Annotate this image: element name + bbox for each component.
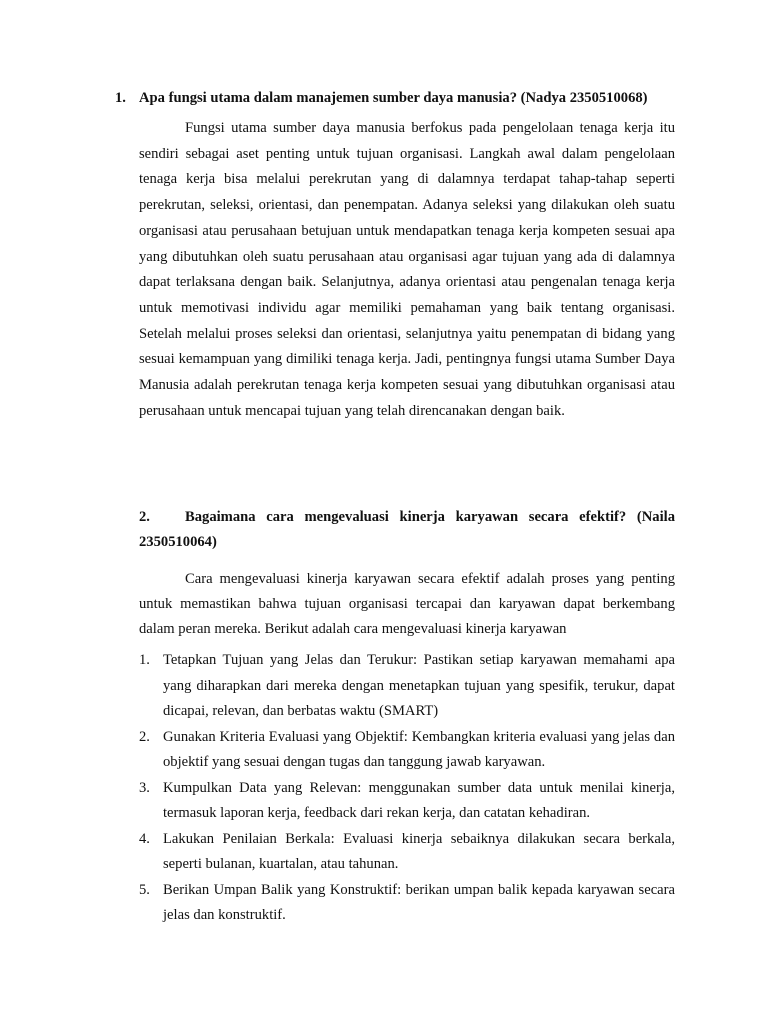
list-item — [139, 725, 675, 776]
list-item — [139, 878, 675, 929]
list-item-number: 1. — [139, 652, 150, 668]
question-1-number: 1. — [115, 90, 126, 106]
list-item-number: 2. — [139, 728, 150, 745]
list-item-text: Tetapkan Tujuan yang Jelas dan Terukur: Pastikan setiap karyawan memahami apa yang diharapkan dari mereka dengan menetapkan tujuan yang spesifik, terukur, dapat dicapai, relevan, dan berbatas waktu (SMART) — [163, 652, 675, 719]
list-item-number: 3. — [139, 779, 150, 796]
list-item — [139, 827, 675, 878]
question-2-text: Bagaimana cara mengevaluasi kinerja karyawan secara efektif? (Naila 2350510064) — [139, 509, 675, 550]
question-2-heading — [139, 505, 675, 555]
list-item-text: Gunakan Kriteria Evaluasi yang Objektif: Kembangkan kriteria evaluasi yang jelas dan objektif yang sesuai dengan tugas dan tanggung jawab karyawan. — [163, 728, 675, 770]
list-item-text: Berikan Umpan Balik yang Konstruktif: berikan umpan balik kepada karyawan secara jelas dan konstruktif. — [163, 881, 675, 923]
list-item-text: Lakukan Penilaian Berkala: Evaluasi kinerja sebaiknya dilakukan secara berkala, seperti bulanan, kuartalan, atau tahunan. — [163, 830, 675, 872]
list-item-text: Kumpulkan Data yang Relevan: menggunakan sumber data untuk menilai kinerja, termasuk laporan kerja, feedback dari rekan kerja, dan catatan kehadiran. — [163, 779, 675, 821]
question-2-section — [139, 505, 675, 642]
list-item — [139, 648, 675, 725]
list-item — [139, 776, 675, 827]
list-item-number: 4. — [139, 830, 150, 847]
answer-1-paragraph: Fungsi utama sumber daya manusia berfokus pada pengelolaan tenaga kerja itu sendiri sebagai aset penting untuk tujuan organisasi. Langkah awal dalam pengelolaan tenaga kerja bisa melalui perekrutan yang di dalamnya terdapat tahap-tahap seperti perekrutan, seleksi, orientasi, dan penempatan. Adanya seleksi yang dilakukan oleh suatu organisasi atau perusahaan betujuan untuk mendapatkan tenaga kerja kompeten sesuai apa yang dibutuhkan oleh suatu perusahaan atau organisasi agar tujuan yang ada di dalamnya dapat terlaksana dengan baik. Selanjutnya, adanya orientasi atau pengenalan tenaga kerja untuk memotivasi individu agar memiliki pemahaman yang baik tentang organisasi. Setelah melalui proses seleksi dan orientasi, selanjutnya yaitu penempatan di bidang yang sesuai kemampuan yang dimiliki tenaga kerja. Jadi, pentingnya fungsi utama Sumber Daya Manusia adalah perekrutan tenaga kerja kompeten sesuai yang dibutuhkan organisasi atau perusahaan untuk mencapai tujuan yang telah direncanakan dengan baik. — [139, 120, 675, 419]
answer-2-paragraph: Cara mengevaluasi kinerja karyawan secara efektif adalah proses yang penting untuk memastikan bahwa tujuan organisasi tercapai dan karyawan dapat berkembang dalam peran mereka. Berikut adalah cara mengevaluasi kinerja karyawan — [139, 571, 675, 637]
question-1-section — [115, 88, 675, 424]
question-2-number: 2. — [139, 509, 150, 525]
question-1-text: Apa fungsi utama dalam manajemen sumber daya manusia? (Nadya 2350510068) — [139, 90, 648, 106]
list-item-number: 5. — [139, 881, 150, 898]
evaluation-steps-list — [139, 648, 675, 929]
